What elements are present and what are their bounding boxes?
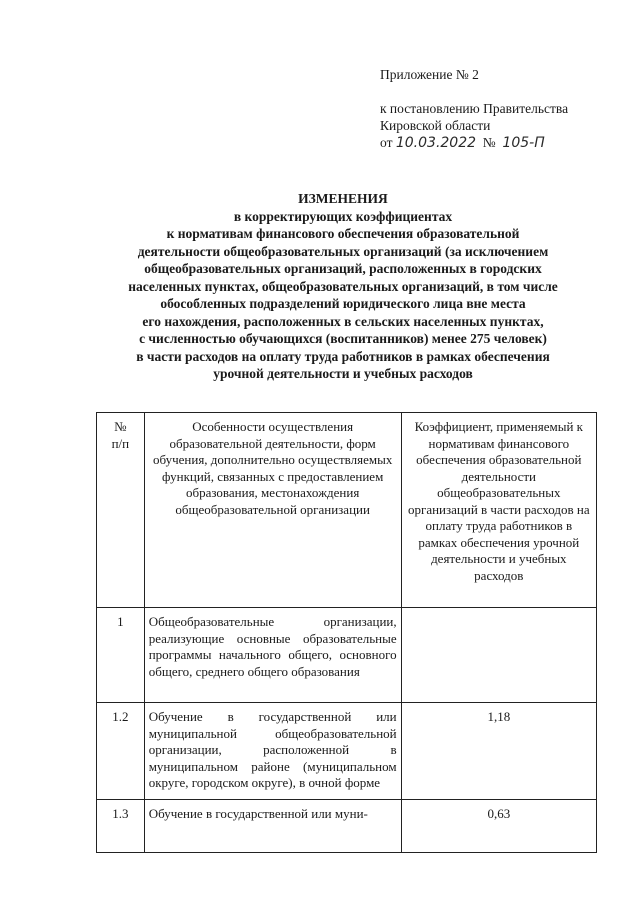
table-row: [97, 608, 597, 703]
row-description: Общеобразовательные организации, реализующие основные образовательные программы начального общего, основного общего, среднего общего образования: [144, 608, 401, 703]
row-num: 1.3: [97, 800, 145, 853]
heading-title: ИЗМЕНЕНИЯ: [298, 191, 388, 206]
coefficients-table: [96, 412, 597, 853]
document-heading: [78, 190, 608, 383]
header-coefficient: Коэффициент, применяемый к нормативам финансового обеспечения образовательной деятельности общеобразовательных организаций в части расходов на оплату труда работников в рамках обеспечения урочной деятельности и учебных расходов: [401, 413, 596, 608]
heading-line: с численностью обучающихся (воспитанников) менее 275 человек): [139, 331, 547, 346]
heading-line: урочной деятельности и учебных расходов: [213, 366, 473, 381]
heading-line: в корректирующих коэффициентах: [233, 208, 453, 224]
date-prefix: от: [380, 135, 393, 150]
row-coefficient: 0,63: [401, 800, 596, 853]
table-row: [97, 703, 597, 800]
heading-line: к нормативам финансового обеспечения образовательной: [166, 226, 520, 241]
appendix-block: [380, 66, 568, 152]
heading-line: деятельности общеобразовательных организаций (за исключением: [137, 243, 549, 259]
number-prefix: №: [482, 135, 496, 150]
row-num: 1.2: [97, 703, 145, 800]
heading-line: общеобразовательных организаций, расположенных в городских: [144, 261, 542, 276]
row-num: 1: [97, 608, 145, 703]
heading-line: населенных пунктах, общеобразовательных организаций, в том числе: [128, 278, 558, 294]
appendix-line-1: к постановлению Правительства: [380, 101, 569, 116]
header-description: Особенности осуществления образовательной деятельности, форм обучения, дополнительно осуществляемых функций, связанных с предоставлением образования, местонахождения общеобразовательной организации: [144, 413, 401, 608]
header-num: № п/п: [97, 413, 145, 608]
heading-line: в части расходов на оплату труда работников в рамках обеспечения: [136, 348, 550, 364]
heading-line: его нахождения, расположенных в сельских населенных пунктах,: [142, 313, 544, 329]
handwritten-date: 10.03.2022: [395, 135, 477, 151]
table-row: [97, 800, 597, 853]
handwritten-number: 105-П: [502, 135, 545, 151]
row-coefficient: [401, 608, 596, 703]
row-description: Обучение в государственной или муниципальной общеобразовательной организации, расположенной в муниципальном районе (муниципальном округе, городском округе), в очной форме: [144, 703, 401, 800]
heading-line: обособленных подразделений юридического лица вне места: [160, 296, 526, 311]
row-coefficient: 1,18: [401, 703, 596, 800]
appendix-line-2: Кировской области: [380, 118, 491, 133]
appendix-title: Приложение № 2: [380, 67, 479, 82]
appendix-date-line: [380, 134, 568, 152]
table-header-row: [97, 413, 597, 608]
row-description: Обучение в государственной или муни-: [144, 800, 401, 853]
